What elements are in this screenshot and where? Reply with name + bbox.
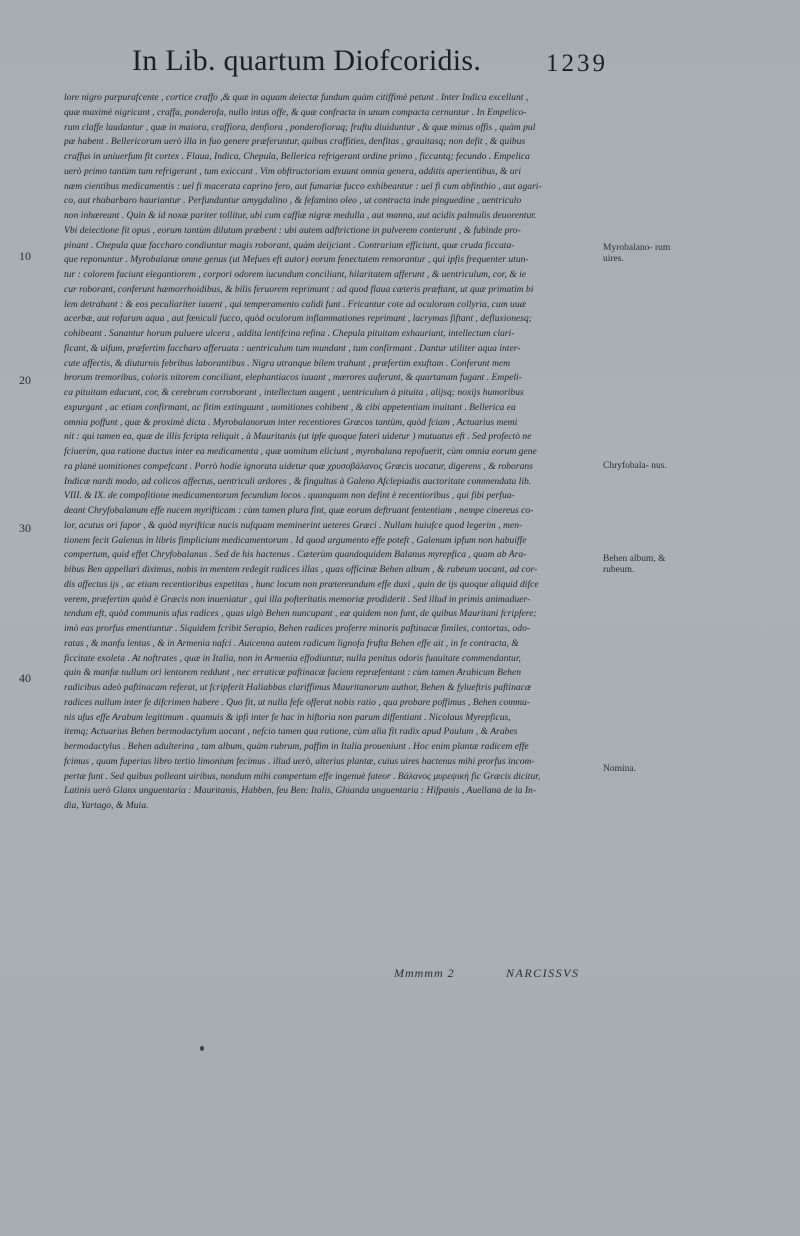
line-number-10: 10 <box>19 249 31 263</box>
text-line: dis affectus ijs , ac etiam recentioribus expetitas , hunc locum non prætereundum effe duxi , quin de ijs quoque aliquid difce <box>64 578 539 590</box>
text-line: Vbi deiectione fit opus , eorum tantùm dilutum præbent : ubi autem adftrictione in pulverem conterunt , & fubinde pro- <box>64 224 521 236</box>
text-line: rum claffe laudantur , quæ in maiora, craffiora, denfiora , ponderofioraq; fruftu diuiduntur , & quæ minus offis , quàm pul <box>64 121 536 133</box>
marginal-note-behen: Behen album, & rubeum. <box>603 554 666 575</box>
marginal-note-myrobalanorum: Myrobalano- rum uires. <box>603 243 671 264</box>
text-line: nit : qui tamen ea, quæ de illis fcripta reliquit , à Mauritanis (ut ipfe quoque fateri uidetur ) mutuatus eft . Sed profectò ne <box>64 431 532 443</box>
text-line: verem, præfertim quòd è Græcis non inueniatur , qui illa pofteritatis memoriæ prodiderit . Sed illud in primis animaduer- <box>64 593 531 605</box>
text-line: uerò primo tantùm tum refrigerant , tum exiccant . Vim obftructoriam exuunt omnia genera, additis aperientibus, & uri <box>64 165 521 177</box>
text-line: cohibeant . Sanantur horum puluere ulcera , addita lentifcina refina . Chepula pituitam exhauriunt, intellectum clari- <box>64 328 515 339</box>
text-line: Indicæ nardi modo, ad colicos affectus, uentriculi ardores , & fingultus à Galeno Afclepiadis auctoritate commendata lib. <box>64 475 532 487</box>
text-line: dia, Yartago, & Muia. <box>64 800 149 811</box>
text-line: tur : colorem faciunt elegantiorem , corpori odorem iucundum conciliant, hilaritatem afferunt , & uentriculum, cor, & ie <box>64 269 527 280</box>
text-line: tionem fecit Galenus in libris fimplicium medicamentorum . Id quod argumento effe poteft , Galenum ipfum non habuiffe <box>64 534 527 546</box>
text-line: ficant, & uifum, præfertim faccharo afferuata : uentriculum tum mundant , tum confirmant . Dantur utiliter aqua inter- <box>64 342 521 354</box>
text-line: nis ufus effe Arabum legitimum . quamuis & ipfi inter fe hac in hiftoria non parum diffentiant . Nicolaus Myrepficus, <box>64 711 511 723</box>
text-line: ficcitate exoleta . At noftrates , quæ in Italia, non in Armenia effodiuntur, nulla penitus odoris fuauitate commendantur, <box>64 652 521 664</box>
text-line: pinant . Chepula quæ faccharo condiuntur magis roborant, quàm deijciant . Contrarium efficiunt, quæ cruda ficcata- <box>64 239 515 251</box>
line-number-20: 20 <box>19 373 31 387</box>
line-number-40: 40 <box>19 671 31 685</box>
text-line: fciuerim, qua ratione ductus inter ea medicamenta , quæ uomitum eliciunt , myrobalana repofuerit, cùm omnia eorum gene <box>64 446 537 457</box>
text-line: compertum, quid effet Chryfobalanus . Sed de his hactenus . Cæterùm quandoquidem Balanus myrepfica , quam ab Ara- <box>64 549 527 561</box>
page-number: 1239 <box>546 50 608 77</box>
text-line: radicibus adeò paftinacam referat, ut fcripferit Haliabbas clariffimus Mauritanorum author, Behen & fylueftris paftinacæ <box>64 682 532 693</box>
text-line: ca pituitam educunt, cor, & cerebrum corroborant , intellectum augent , uentriculum à pituita , alijsq; noxijs humoribus <box>64 387 524 398</box>
text-line: pertæ funt . Sed quibus polleant uiribus, nondum mihi compertum effe ingenuè fateor . Βάλανος μυρεψική fic Græcis dicitur, <box>64 770 541 782</box>
text-line: itemq; Actuarius Behen bermodactylum uocant , nefcio tamen qua ratione, cùm alia fit radix apud Paulum , & Arabes <box>64 726 518 738</box>
text-line: cur roborant, conferunt hæmorrhoidibus, & bilis feruorem reprimunt : ad quod flaua cæteris præftant, ut quæ primatim bi <box>64 283 534 295</box>
text-line: bibus Ben appellari diximus, nobis in mentem redegit radices illas , quas officinæ Behen album , & rubeum uocant, ad cor- <box>64 564 538 575</box>
line-number-30: 30 <box>19 521 31 535</box>
text-line: imò eas prorfus ementiuntur . Siquidem fcribit Serapio, Behen radices proferre minoris paftinacæ fimiles, contortas, odo- <box>64 623 531 634</box>
ink-spot <box>200 1046 204 1051</box>
text-line: fcimus , quam fuperius libro tertio limonium fecimus . illud uerò, alterius plantæ, cuius uires hactenus mihi prorfus incom- <box>64 755 535 767</box>
text-line: ra planè uomitiones compefcant . Porrò hodie ignorata uidetur quæ χρυσοβάλανος Græcis uocatur, digerens , & roborans <box>64 460 533 472</box>
running-header <box>128 44 608 84</box>
text-line: acerbæ, aut rofarum aqua , aut fœniculi fucco, quòd oculorum inflammationes reprimant , lacrymas fiftant , defluxionesq; <box>64 313 533 325</box>
text-line: omnia poffunt , quæ & proximè dicta . Myrobalanorum inter recentiores Græcos tantùm, quòd fciam , Actuarius memi <box>64 416 518 428</box>
text-line: deant Chryfobalanum effe nucem myrifticam : cùm tamen plura fint, quæ eorum deftruant fententiam , nempe cinereus co- <box>64 505 534 516</box>
text-line: lor, acutus ori fapor , & quòd myrifticæ nucis nufquam meminerint ueteres Græci . Nullam huiufce quod legerim , men- <box>64 519 523 531</box>
catchword: NARCISSVS <box>506 966 580 980</box>
text-line: næm cientibus medicamentis : uel fi macerata caprino fero, aut fumariæ fucco exhibeantur : uel fi cum abfinthio , aut agari- <box>64 180 542 192</box>
body-text <box>64 91 600 814</box>
signature-mark: Mmmmm 2 <box>394 966 455 980</box>
text-line: co, aut rhabarbaro hauriantur . Perfunduntur amygdalino , & fefamino oleo , ut contracta inde pinguedine , uentriculo <box>64 195 522 207</box>
text-line: lore nigro purpurafcente , cortice craffo ,& quæ in aquam deiectæ fundum quàm citiffimè petunt . Inter Indica excellunt , <box>64 92 529 103</box>
text-line: non inhæreant . Quin & id noxæ pariter tollitur, ubi cum caffiæ nigræ medulla , aut manna, aut acidis palmulis deuorentur. <box>64 210 537 221</box>
marginal-note-nomina: Nomina. <box>603 764 636 774</box>
text-line: craffus in uniuerfum fit cortex . Flaua, Indica, Chepula, Bellerica refrigerant ordine primo , ficcantq; fecundo . Empelica <box>64 151 530 162</box>
text-line: cute affectis, & diuturnis febribus laborantibus . Nigra utranque bilem trahunt , præfertim exuftam . Conferunt mem <box>64 357 511 369</box>
text-line: brorum tremoribus, coloris nitorem conciliant, elephantiacos iuuant , mœrores auferunt, & quartanam fugant . Empeli- <box>64 372 522 384</box>
text-line: pæ habent . Bellericorum uerò illa in fuo genere præferuntur, quibus craffities, denfitas , grauitasq; non defit , & quibus <box>64 136 526 148</box>
text-line: radices nullum inter fe difcrimen habere . Quo fit, ut nulla fefe offerat nobis ratio , qua probare poffimus , Behen commu- <box>64 696 531 708</box>
page-title: In Lib. quartum Diofcoridis. <box>132 44 482 77</box>
text-line: que reponuntur . Myrobalanæ omne genus (ut Mefues eft autor) eorum fenectutem remorantur , qui ipfis frequenter utun- <box>64 254 529 266</box>
text-line: ratas , & manfu lentas , & in Armenia nafci . Auicenna autem radicum lignofa frufta Behen effe ait , in fe contracta, & <box>64 637 519 649</box>
text-line: Latinis uerò Glanx unguentaria : Mauritanis, Habben, feu Ben: Italis, Ghianda unguentaria : Hifpanis , Auellana de la In- <box>64 785 537 797</box>
text-line: bermodactylus . Behen adulterina , tam album, quàm rubrum, paffim in Italia proueniunt . Hoc enim plantæ radicem effe <box>64 741 529 752</box>
text-line: quin & manfæ nullum ori lentorem reddunt , nec erraticæ paftinacæ faciem repræfentant : cùm tamen Arabicum Behen <box>64 667 522 679</box>
text-line: VIII. & IX. de compofitione medicamentorum fecundum locos . quanquam non defint è recentioribus , qui fibi perfua- <box>64 490 515 502</box>
text-line: quæ maximè nigricant , craffa, ponderofa, nullo intus offe, & quæ confracta in unum compacta cernuntur . In Empelico- <box>64 106 527 118</box>
text-line: expurgant , ac etiam confirmant, ac fitim extinguunt , uomitiones cohibent , & cibi appetentiam inuitant . Bellerica ea <box>64 401 516 413</box>
text-line: tendum eft, quòd communis ufus radices , quas ulgò Behen nuncupant , eæ quidem non funt, de quibus Mauritani fcripfere; <box>64 608 537 620</box>
page-footer <box>394 966 654 986</box>
text-line: lem detrahant : & eos peculiariter iuuent , qui temperamento calidi funt . Fricantur cote ad oculorum collyria, cum uuæ <box>64 298 527 310</box>
marginal-note-chrysobalanus: Chryfobala- nus. <box>603 461 667 471</box>
